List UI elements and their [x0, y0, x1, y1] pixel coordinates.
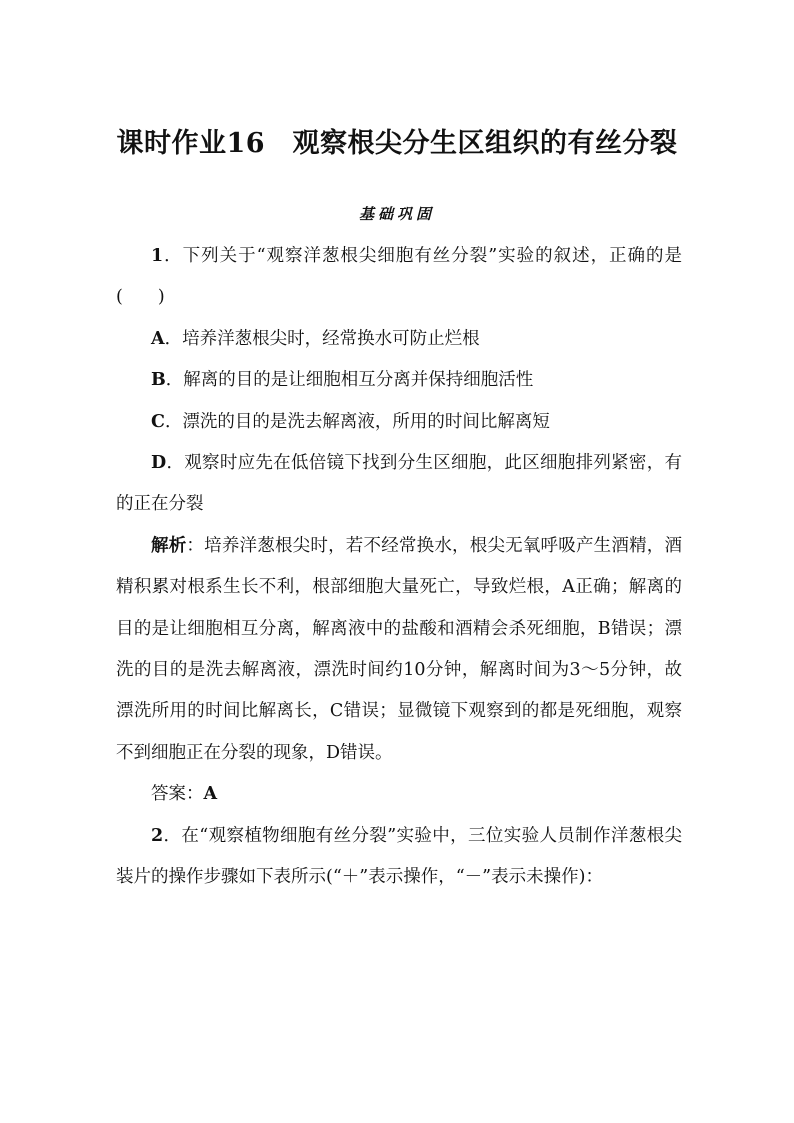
answer [116, 774, 682, 815]
option-a [116, 319, 682, 360]
option-letter: B [151, 370, 166, 391]
question-content [116, 236, 682, 899]
analysis-text: ：培养洋葱根尖时，若不经常换水，根尖无氧呼吸产生酒精，酒精积累对根系生长不利，根部细胞大量死亡，导致烂根，A正确；解离的目的是让细胞相互分离，解离液中的盐酸和酒精会杀死细胞，B错误；漂洗的目的是洗去解离液，漂洗时间约10分钟，解离时间为3～5分钟，故漂洗所用的时间比解离长，C错误；显微镜下观察到的都是死细胞，观察不到细胞正在分裂的现象，D错误。 [116, 535, 683, 763]
analysis-label: 解析 [151, 535, 187, 556]
section-heading: 基础巩固 [358, 205, 435, 223]
option-text: ．漂洗的目的是洗去解离液，所用的时间比解离短 [164, 411, 550, 432]
page-title: 课时作业16 观察根尖分生区组织的有丝分裂 [116, 128, 678, 159]
question-1 [116, 236, 682, 816]
option-text: ．培养洋葱根尖时，经常换水可防止烂根 [164, 328, 480, 349]
question-number: 1 [151, 246, 164, 266]
question-2-stem [116, 816, 682, 899]
question-number: 2 [151, 825, 164, 846]
answer-value: A [203, 784, 218, 805]
option-b [116, 360, 682, 401]
option-text: ．观察时应先在低倍镜下找到分生区细胞，此区细胞排列紧密，有的正在分裂 [116, 453, 682, 515]
option-d [116, 443, 682, 526]
question-stem-text: ．下列关于“观察洋葱根尖细胞有丝分裂”实验的叙述，正确的是( ) [116, 246, 682, 308]
analysis [116, 526, 682, 774]
option-letter: D [151, 453, 167, 474]
option-c [116, 402, 682, 443]
question-stem-text: ．在“观察植物细胞有丝分裂”实验中，三位实验人员制作洋葱根尖装片的操作步骤如下表所示(“＋”表示操作，“－”表示未操作)： [116, 825, 682, 888]
answer-label: 答案： [151, 784, 204, 805]
option-letter: A [151, 328, 165, 349]
question-2 [116, 816, 682, 899]
option-text: ．解离的目的是让细胞相互分离并保持细胞活性 [165, 370, 534, 391]
question-1-stem [116, 236, 682, 319]
option-letter: C [151, 411, 165, 432]
